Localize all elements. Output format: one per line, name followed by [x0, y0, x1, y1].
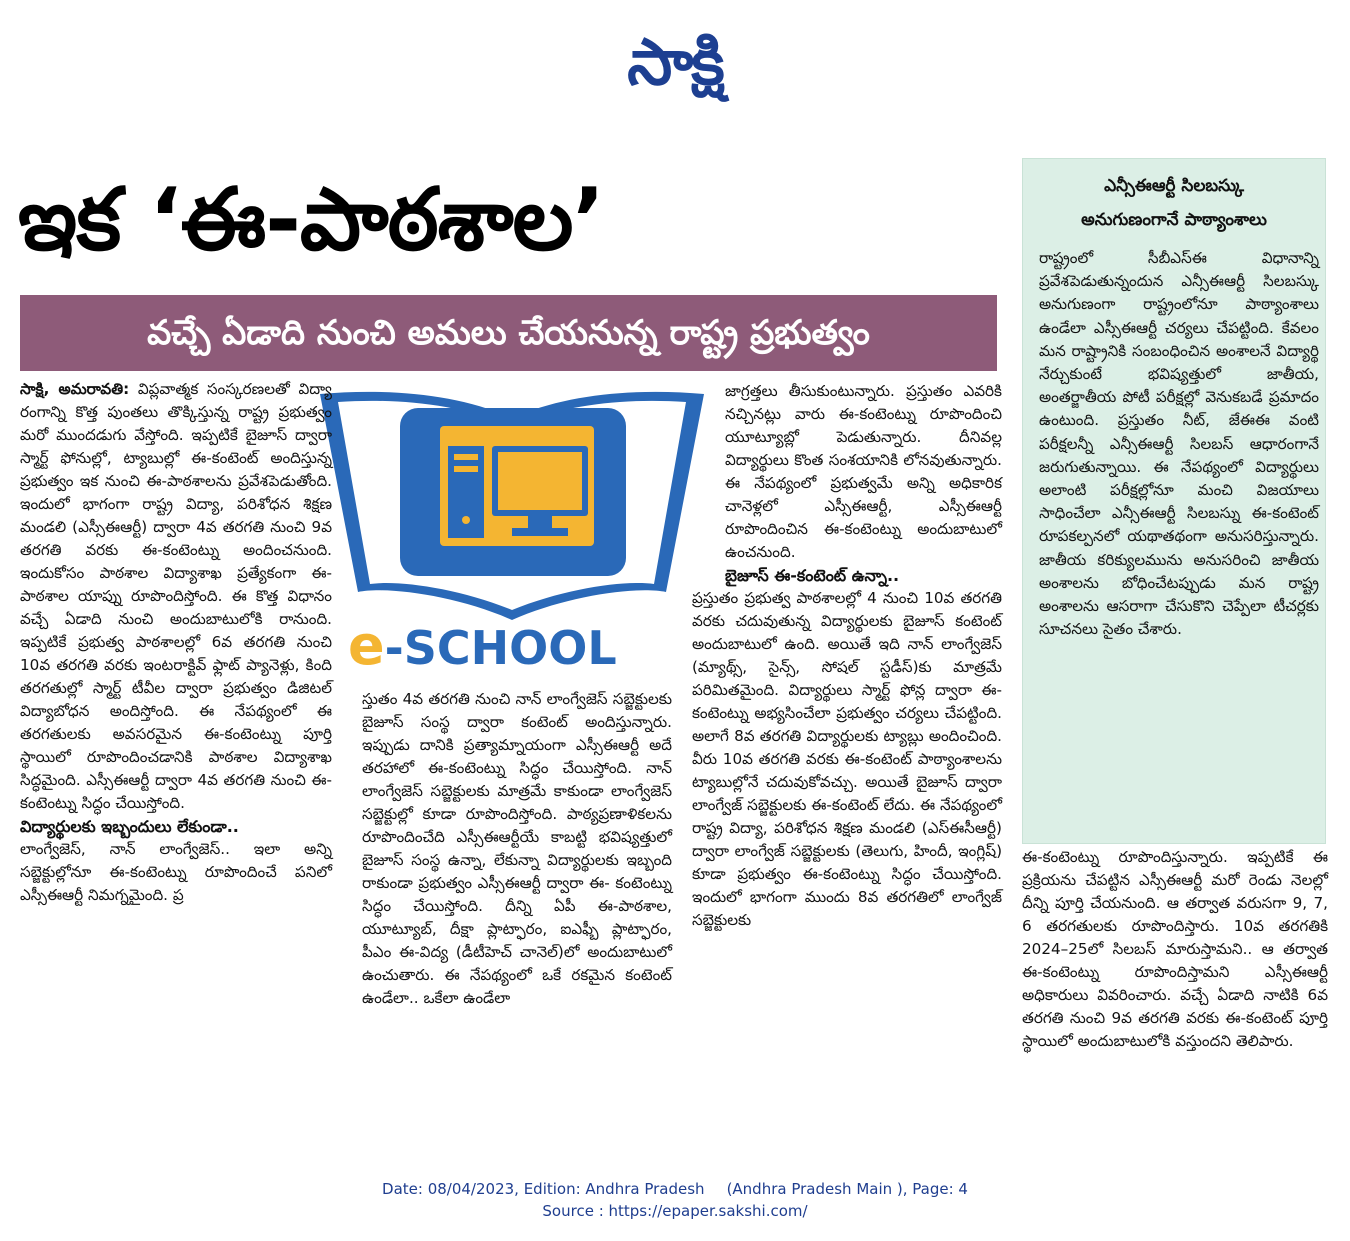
col1-text-2: లాంగ్వేజెస్, నాన్ లాంగ్వేజెస్.. ఇలా అన్ని సబ్జెక్టుల్లోనూ ఈ-కంటెంట్ను రూపొందించే పనిలో ఎస్సీఈఆర్టీ నిమగ్నమైంది. ప్ర — [20, 840, 332, 904]
col3-text: ప్రస్తుతం ప్రభుత్వ పాఠశాలల్లో 4 నుంచి 10వ తరగతి వరకు చదువుతున్న విద్యార్థులకు బైజూస్ కంటెంట్ అందుబాటులో ఉంది. అయితే ఇది నాన్ లాంగ్వేజెస్ (మ్యాథ్స్, సైన్స్, సోషల్ స్టడీస్)కు మాత్రమే పరిమితమైంది. విద్యార్థులు స్మార్ట్ ఫోన్ల ద్వారా ఈ-కంటెంట్ను అభ్యసించేలా ప్రభుత్వం చర్యలు చేపట్టింది. అలాగే 8వ తరగతి విద్యార్థులకు ట్యాబ్లు అందించింది. వీరు 10వ తరగతి వరకు ఈ-కంటెంట్ పాఠ్యాంశాలను ట్యాబుల్లోనే చదువుకోవచ్చు. అయితే బైజూస్ ద్వారా లాంగ్వేజ్ సబ్జెక్టులకు ఈ-కంటెంట్ లేదు. ఈ నేపథ్యంలో రాష్ట్ర విద్యా, పరిశోధన శిక్షణ మండలి (ఎస్ఈసీఆర్టీ) ద్వారా లాంగ్వేజ్ సబ్జెక్టులకు (తెలుగు, హిందీ, ఇంగ్లిష్) కూడా ప్రభుత్వం ఈ-కంటెంట్ను సిద్ధం చేయిస్తోంది. ఇందులో భాగంగా ముందు 8వ తరగతిలో లాంగ్వేజ్ సబ్జెక్టులకు — [692, 589, 1002, 929]
sidebar-title-line1: ఎన్సీఈఆర్టీ సిలబస్కు — [1104, 176, 1244, 196]
subhead-byjus: బైజూస్ ఈ-కంటెంట్ ఉన్నా.. — [725, 566, 900, 585]
footer-page: (Andhra Pradesh Main ), Page: 4 — [726, 1180, 968, 1198]
article-column-3 — [692, 380, 1002, 932]
footer — [0, 1178, 1350, 1222]
article-column-1 — [20, 378, 332, 907]
dateline: సాక్షి, అమరావతి: — [20, 380, 130, 398]
e-school-illustration — [308, 388, 716, 684]
col4-text: ఈ-కంటెంట్ను రూపొందిస్తున్నారు. ఇప్పటికే ఈ ప్రక్రియను చేపట్టిన ఎస్సీఈఆర్టీ మరో రెండు నెలల్లో దీన్ని పూర్తి చేయనుంది. ఆ తర్వాత వరుసగా 9, 7, 6 తరగతులకు రూపొందిస్తారు. 10వ తరగతికి 2024–25లో సిలబస్ మారుస్తామని.. ఆ తర్వాత ఈ-కంటెంట్ను రూపొందిస్తామని ఎస్సీఈఆర్టీ అధికారులు వివరించారు. వచ్చే ఏడాది నాటికి 6వ తరగతి నుంచి 9వ తరగతి వరకు ఈ-కంటెంట్ పూర్తి స్థాయిలో అందుబాటులోకి వస్తుందని తెలిపారు. — [1022, 848, 1328, 1050]
headline: ఇక ‘ఈ-పాఠశాల’ — [18, 170, 605, 270]
sidebar-box — [1022, 158, 1326, 844]
masthead-logo: సాక్షి — [627, 26, 723, 100]
sidebar-title — [1023, 159, 1325, 237]
sidebar-body: రాష్ట్రంలో సీబీఎస్ఈ విధానాన్ని ప్రవేశపెడుతున్నందున ఎన్సీఈఆర్టీ సిలబస్కు అనుగుణంగా రాష్ట్రంలోనూ పాఠ్యాంశాలు ఉండేలా ఎస్సీఈఆర్టీ చర్యలు చేపట్టింది. కేవలం మన రాష్ట్రానికి సంబంధించిన అంశాలనే విద్యార్థి నేర్చుకుంటే భవిష్యత్తులో జాతీయ, అంతర్జాతీయ పోటీ పరీక్షల్లో వెనుకబడే ప్రమాదం ఉంటుంది. ప్రస్తుతం నీట్, జేఈఈ వంటి పరీక్షలన్నీ ఎన్సీఈఆర్టీ సిలబస్ ఆధారంగానే జరుగుతున్నాయి. ఈ నేపథ్యంలో విద్యార్థులు అలాంటి పరీక్షల్లోనూ మంచి విజయాలు సాధించేలా ఎన్సీఈఆర్టీ సిలబస్ను ఈ-కంటెంట్ రూపకల్పనలో యథాతథంగా అనుసరిస్తున్నారు. జాతీయ కరిక్యులమును అనుసరించి జాతీయ అంశాలను బోధించేటప్పుడు మన రాష్ట్ర అంశాలను ఆసరాగా చేసుకొని చెప్పేలా టీచర్లకు సూచనలు సైతం చేశారు. — [1039, 249, 1319, 639]
col2-text: స్తుతం 4వ తరగతి నుంచి నాన్ లాంగ్వేజెస్ సబ్జెక్టులకు బైజూస్ సంస్థ ద్వారా కంటెంట్ అందిస్తున్నారు. ఇప్పుడు దానికి ప్రత్యామ్నాయంగా ఎస్సీఈఆర్టీ అదే తరహాలో ఈ-కంటెంట్ను సిద్ధం చేయిస్తోంది. నాన్ లాంగ్వేజెస్ సబ్జెక్టులకు మాత్రమే కాకుండా లాంగ్వేజెస్ సబ్జెక్టుల్లో కూడా రూపొందిస్తోంది. పాఠ్యప్రణాళికలను రూపొందించేది ఎస్సీఈఆర్టీయే కాబట్టి భవిష్యత్తులో బైజూస్ సంస్థ ఉన్నా, లేకున్నా విద్యార్థులకు ఇబ్బంది రాకుండా ప్రభుత్వం ఎస్సీఈఆర్టీ ద్వారా ఈ- కంటెంట్ను సిద్ధం చేయిస్తోంది. దీన్ని ఏపీ ఈ-పాఠశాల, యూట్యూబ్, దీక్షా ప్లాట్ఫారం, ఐఎఫ్బీ ప్లాట్ఫారం, పీఎం ఈ-విద్య (డీటీహెచ్ చానెల్)లో అందుబాటులో ఉంచుతారు. ఈ నేపథ్యంలో ఒకే రకమైన కంటెంట్ ఉండేలా.. ఒకేలా ఉండేలా — [362, 690, 672, 1007]
footer-date: Date: 08/04/2023, Edition: Andhra Pradesh — [382, 1180, 705, 1198]
sidebar-title-line2: అనుగుణంగానే పాఠ్యాంశాలు — [1081, 210, 1267, 230]
col1-text: విప్లవాత్మక సంస్కరణలతో విద్యా రంగాన్ని కొత్త పుంతలు తొక్కిస్తున్న రాష్ట్ర ప్రభుత్వం మరో ముందడుగు వేస్తోంది. ఇప్పటికే బైజూస్ ద్వారా స్మార్ట్ ఫోనుల్లో, ట్యాబుల్లో ఈ-కంటెంట్ అందిస్తున్న ప్రభుత్వం ఇక నుంచి ఈ-పాఠశాలను ప్రవేశపెడుతోంది. ఇందులో భాగంగా రాష్ట్ర విద్యా, పరిశోధన శిక్షణ మండలి (ఎస్సీఈఆర్టీ) ద్వారా 4వ తరగతి నుంచి 9వ తరగతి వరకు ఈ-కంటెంట్ను అందించనుంది. ఇందుకోసం పాఠశాల విద్యాశాఖ ప్రత్యేకంగా ఈ-పాఠశాల యాప్ను రూపొందిస్తోంది. ఈ కొత్త విధానం వచ్చే ఏడాది నుంచి అందుబాటులోకి రానుంది. ఇప్పటికే ప్రభుత్వ పాఠశాలల్లో 6వ తరగతి నుంచి 10వ తరగతి వరకు ఇంటరాక్టివ్ ఫ్లాట్ ప్యానెళ్లు, కింది తరగతుల్లో స్మార్ట్ టీవీల ద్వారా ప్రభుత్వం డిజిటల్ విద్యాబోధన అందిస్తోంది. ఈ నేపథ్యంలో ఈ తరగతులకు అవసరమైన ఈ-కంటెంట్ను పూర్తి స్థాయిలో రూపొందించడానికి పాఠశాల విద్యాశాఖ సిద్ధమైంది. ఎస్సీఈఆర్టీ ద్వారా 4వ తరగతి నుంచి ఈ-కంటెంట్ను సిద్ధం చేయిస్తోంది. — [20, 380, 332, 812]
article-column-4 — [1022, 846, 1328, 1053]
article-column-2 — [362, 688, 672, 1010]
footer-source: Source : https://epaper.sakshi.com/ — [542, 1202, 808, 1220]
e-letter: e — [348, 614, 385, 677]
subheadline-banner: వచ్చే ఏడాది నుంచి అమలు చేయనున్న రాష్ట్ర ప్రభుత్వం — [20, 295, 997, 371]
school-label: -SCHOOL — [384, 621, 617, 675]
subhead-no-troubles: విద్యార్థులకు ఇబ్బందులు లేకుండా.. — [20, 817, 239, 836]
col3-top-text: జాగ్రత్తలు తీసుకుంటున్నారు. ప్రస్తుతం ఎవరికి నచ్చినట్లు వారు ఈ-కంటెంట్ను రూపొందించి యూట్యూబ్లో పెడుతున్నారు. దీనివల్ల విద్యార్థులు కొంత సంశయానికి లోనవుతున్నారు. ఈ నేపథ్యంలో ప్రభుత్వమే అన్ని అధికారిక చానెళ్లలో ఎస్సీఈఆర్టీ, ఎస్సీఈఆర్టీ రూపొందించిన ఈ-కంటెంట్ను అందుబాటులో ఉంచనుంది. — [725, 382, 1002, 561]
